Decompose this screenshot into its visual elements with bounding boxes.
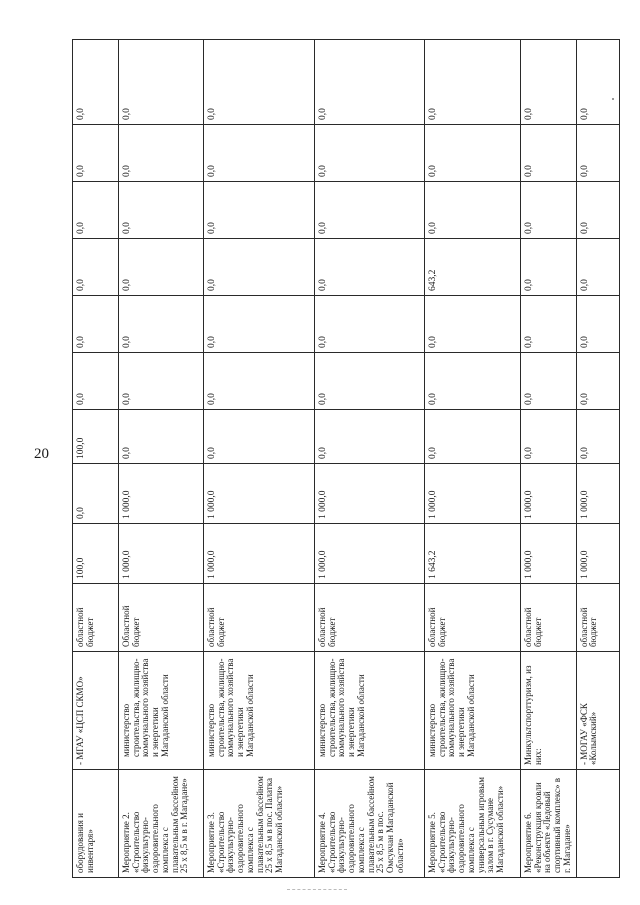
- cell-value: 0,0: [425, 410, 521, 464]
- cell-event: Мероприятие 6. «Реконструкция кровли на объекте «Ледовый спортивный комплекс» в г. Магадане»: [521, 770, 577, 878]
- table-row: [576, 40, 619, 878]
- cell-value: 0,0: [521, 410, 577, 464]
- cell-value: 1 000,0: [521, 524, 577, 584]
- cell-value: 0,0: [73, 464, 119, 524]
- cell-value: 0,0: [576, 40, 619, 125]
- cell-value: 0,0: [73, 239, 119, 296]
- cell-value: 1 000,0: [576, 524, 619, 584]
- cell-value: 0,0: [204, 239, 315, 296]
- cell-value: 1 000,0: [119, 464, 204, 524]
- cell-value: 100,0: [73, 524, 119, 584]
- cell-value: 0,0: [425, 40, 521, 125]
- cell-value: 0,0: [204, 125, 315, 182]
- cell-value: 0,0: [204, 296, 315, 353]
- cell-value: 0,0: [521, 40, 577, 125]
- cell-executor: - МОГАУ «ФСК «Колымский»: [576, 652, 619, 770]
- cell-event: оборудования и инвентаря»: [73, 770, 119, 878]
- cell-value: 0,0: [521, 125, 577, 182]
- cell-event: Мероприятие 4. «Строительство физкультурно-оздоровительного комплекса с плавательным бассейном 25 х 8,5 м в пос. Омсукчан Магаданской области»: [315, 770, 425, 878]
- cell-source: областной бюджет: [521, 584, 577, 652]
- table-row: [315, 40, 425, 878]
- cell-value: 0,0: [425, 125, 521, 182]
- cell-value: 0,0: [315, 40, 425, 125]
- cell-value: 0,0: [521, 182, 577, 239]
- cell-value: 0,0: [73, 40, 119, 125]
- cell-event: Мероприятие 2. «Строительство физкультурно-оздоровительного комплекса с плавательным бассейном 25 х 8,5 м в г. Магадане»: [119, 770, 204, 878]
- cell-executor: министерство строительства, жилищно-коммунального хозяйства и энергетики Магаданской области: [425, 652, 521, 770]
- cell-executor: - МГАУ «ЦСП СКМО»: [73, 652, 119, 770]
- cell-executor: министерство строительства, жилищно-коммунального хозяйства и энергетики Магаданской области: [119, 652, 204, 770]
- cell-value: 0,0: [315, 353, 425, 410]
- cell-value: 0,0: [576, 353, 619, 410]
- cell-value: 0,0: [119, 353, 204, 410]
- cell-value: 0,0: [315, 410, 425, 464]
- cell-executor: министерство строительства, жилищно-коммунального хозяйства и энергетики Магаданской области: [204, 652, 315, 770]
- cell-value: 1 000,0: [521, 464, 577, 524]
- table-row: [73, 40, 119, 878]
- cell-value: 1 000,0: [315, 524, 425, 584]
- table-row: [204, 40, 315, 878]
- cell-value: 0,0: [73, 182, 119, 239]
- cell-value: 0,0: [119, 40, 204, 125]
- cell-value: 0,0: [73, 353, 119, 410]
- cell-value: 1 643,2: [425, 524, 521, 584]
- cell-event: Мероприятие 3. «Строительство физкультурно-оздоровительного комплекса с плавательным бассейном 25 х 8,5 м в пос. Палатка Магаданской области»: [204, 770, 315, 878]
- cell-value: 0,0: [204, 182, 315, 239]
- cell-source: областной бюджет: [576, 584, 619, 652]
- cell-value: 0,0: [521, 296, 577, 353]
- cell-value: 0,0: [576, 410, 619, 464]
- cell-value: 100,0: [73, 410, 119, 464]
- cell-value: 0,0: [576, 182, 619, 239]
- budget-table: [72, 39, 620, 878]
- cell-value: 0,0: [119, 410, 204, 464]
- cell-executor: министерство строительства, жилищно-коммунального хозяйства и энергетики Магаданской области: [315, 652, 425, 770]
- table-row: [425, 40, 521, 878]
- cell-value: 0,0: [119, 125, 204, 182]
- cell-value: 0,0: [425, 353, 521, 410]
- cell-source: областной бюджет: [315, 584, 425, 652]
- cell-value: 0,0: [576, 125, 619, 182]
- cell-value: 0,0: [425, 296, 521, 353]
- cell-value: 0,0: [204, 410, 315, 464]
- table-body: [73, 40, 620, 878]
- cell-value: 1 000,0: [576, 464, 619, 524]
- page-number: 20: [34, 446, 49, 462]
- cell-value: 0,0: [315, 296, 425, 353]
- cell-value: 1 000,0: [315, 464, 425, 524]
- cell-value: 0,0: [204, 353, 315, 410]
- cell-event: [576, 770, 619, 878]
- cell-value: 0,0: [576, 239, 619, 296]
- cell-value: 1 000,0: [204, 524, 315, 584]
- cell-value: 0,0: [204, 40, 315, 125]
- cell-source: Областной бюджет: [119, 584, 204, 652]
- table-row: [119, 40, 204, 878]
- table-row: [521, 40, 577, 878]
- cell-value: 0,0: [73, 125, 119, 182]
- cell-value: 0,0: [521, 353, 577, 410]
- cell-value: 0,0: [576, 296, 619, 353]
- cell-value: 0,0: [119, 296, 204, 353]
- cell-value: 0,0: [119, 239, 204, 296]
- cell-source: областной бюджет: [73, 584, 119, 652]
- cell-source: областной бюджет: [425, 584, 521, 652]
- cell-value: 643,2: [425, 239, 521, 296]
- cell-executor: Минкультспорттуризм, из них:: [521, 652, 577, 770]
- cell-value: 0,0: [73, 296, 119, 353]
- cell-value: 0,0: [315, 125, 425, 182]
- cell-value: 0,0: [521, 239, 577, 296]
- scan-artifact: [287, 889, 347, 891]
- cell-value: 0,0: [425, 182, 521, 239]
- cell-value: 0,0: [119, 182, 204, 239]
- cell-event: Мероприятие 5. «Строительство физкультурно-оздоровительного комплекса с универсальным игровым залом в г. Сусумане Магаданской области»: [425, 770, 521, 878]
- cell-source: областной бюджет: [204, 584, 315, 652]
- cell-value: 1 000,0: [425, 464, 521, 524]
- cell-value: 1 000,0: [204, 464, 315, 524]
- cell-value: 0,0: [315, 182, 425, 239]
- rotated-table-container: [72, 40, 607, 878]
- cell-value: 0,0: [315, 239, 425, 296]
- cell-value: 1 000,0: [119, 524, 204, 584]
